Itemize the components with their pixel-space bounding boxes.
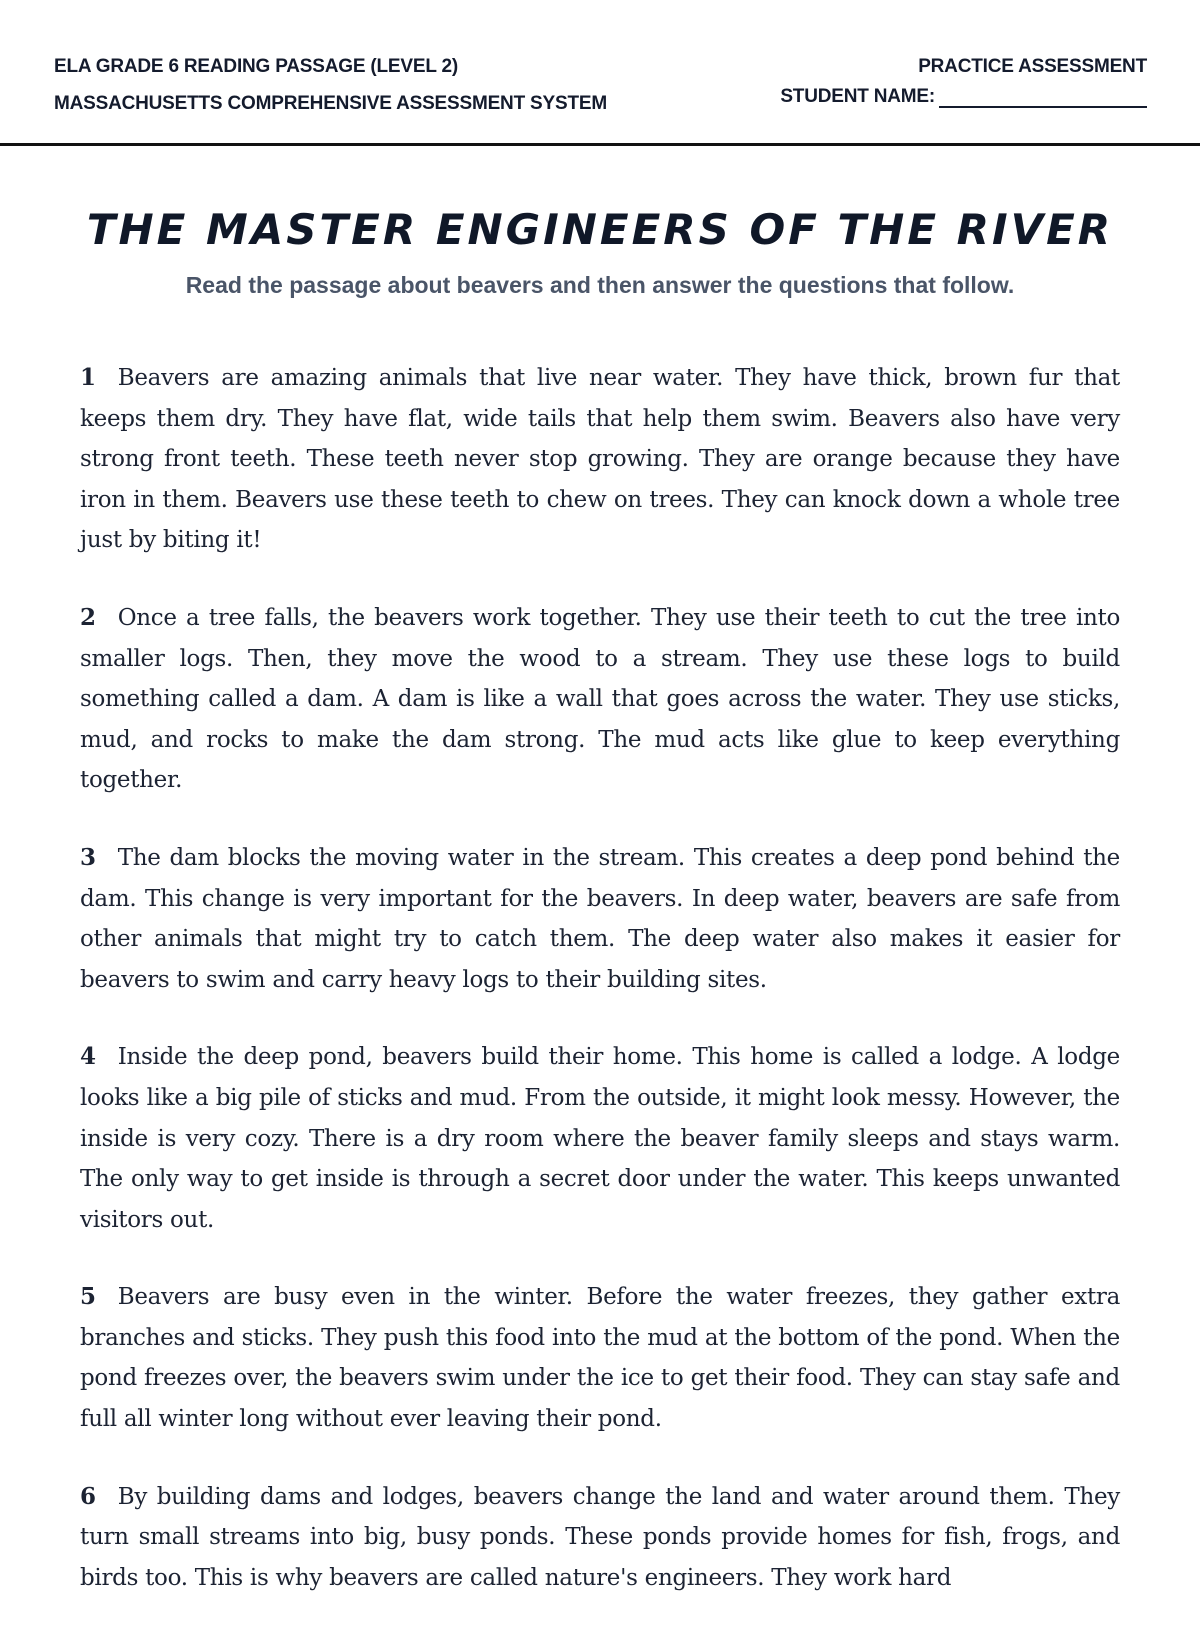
student-name-label: STUDENT NAME: xyxy=(780,86,935,107)
paragraph-number: 3 xyxy=(80,843,96,871)
paragraph-text: By building dams and lodges, beavers change the land and water around them. They turn small streams into big, busy ponds. These ponds provide homes for fish, frogs, and birds too. This is why beavers are called nature's engineers. They work hard xyxy=(80,1483,1120,1591)
paragraph xyxy=(80,1037,1120,1240)
paragraph xyxy=(80,838,1120,1000)
practice-assessment-label: PRACTICE ASSESSMENT xyxy=(918,56,1147,77)
page-title: THE MASTER ENGINEERS OF THE RIVER xyxy=(86,205,1114,254)
paragraph-text: The dam blocks the moving water in the stream. This creates a deep pond behind the dam. This change is very important for the beavers. In deep water, beavers are safe from other animals that might try to catch them. The deep water also makes it easier for beavers to swim and carry heavy logs to their building sites. xyxy=(80,844,1120,993)
paragraph-text: Beavers are busy even in the winter. Before the water freezes, they gather extra branches and sticks. They push this food into the mud at the bottom of the pond. When the pond freezes over, the beavers swim under the ice to get their food. They can stay safe and full all winter long without ever leaving their pond. xyxy=(80,1284,1120,1433)
paragraph-number: 6 xyxy=(80,1482,96,1510)
student-name-blank[interactable] xyxy=(939,86,1147,108)
paragraph xyxy=(80,1477,1120,1599)
assessment-system-label: MASSACHUSETTS COMPREHENSIVE ASSESSMENT SYSTEM xyxy=(54,93,607,114)
paragraph-number: 4 xyxy=(80,1043,96,1071)
page-header xyxy=(0,0,1200,146)
paragraph xyxy=(80,358,1120,561)
reading-passage xyxy=(80,358,1120,1635)
paragraph xyxy=(80,1277,1120,1439)
instructions: Read the passage about beavers and then answer the questions that follow. xyxy=(185,272,1015,298)
paragraph xyxy=(80,598,1120,801)
paragraph-number: 2 xyxy=(80,603,96,631)
paragraph-text: Once a tree falls, the beavers work together. They use their teeth to cut the tree into smaller logs. Then, they move the wood to a stream. They use these logs to build something called a dam. A dam is like a wall that goes across the water. They use sticks, mud, and rocks to make the dam strong. The mud acts like glue to keep everything together. xyxy=(80,604,1120,794)
paragraph-number: 5 xyxy=(80,1283,96,1311)
paragraph-text: Inside the deep pond, beavers build their home. This home is called a lodge. A lodge looks like a big pile of sticks and mud. From the outside, it might look messy. However, the inside is very cozy. There is a dry room where the beaver family sleeps and stays warm. The only way to get inside is through a secret door under the water. This keeps unwanted visitors out. xyxy=(80,1044,1120,1233)
paragraph-number: 1 xyxy=(80,364,96,391)
student-name-field xyxy=(780,86,1147,108)
paragraph-text: Beavers are amazing animals that live near water. They have thick, brown fur that keeps them dry. They have flat, wide tails that help them swim. Beavers also have very strong front teeth. These teeth never stop growing. They are orange because they have iron in them. Beavers use these teeth to chew on trees. They can knock down a whole tree just by biting it! xyxy=(80,365,1120,554)
passage-level-label: ELA GRADE 6 READING PASSAGE (LEVEL 2) xyxy=(54,56,458,77)
